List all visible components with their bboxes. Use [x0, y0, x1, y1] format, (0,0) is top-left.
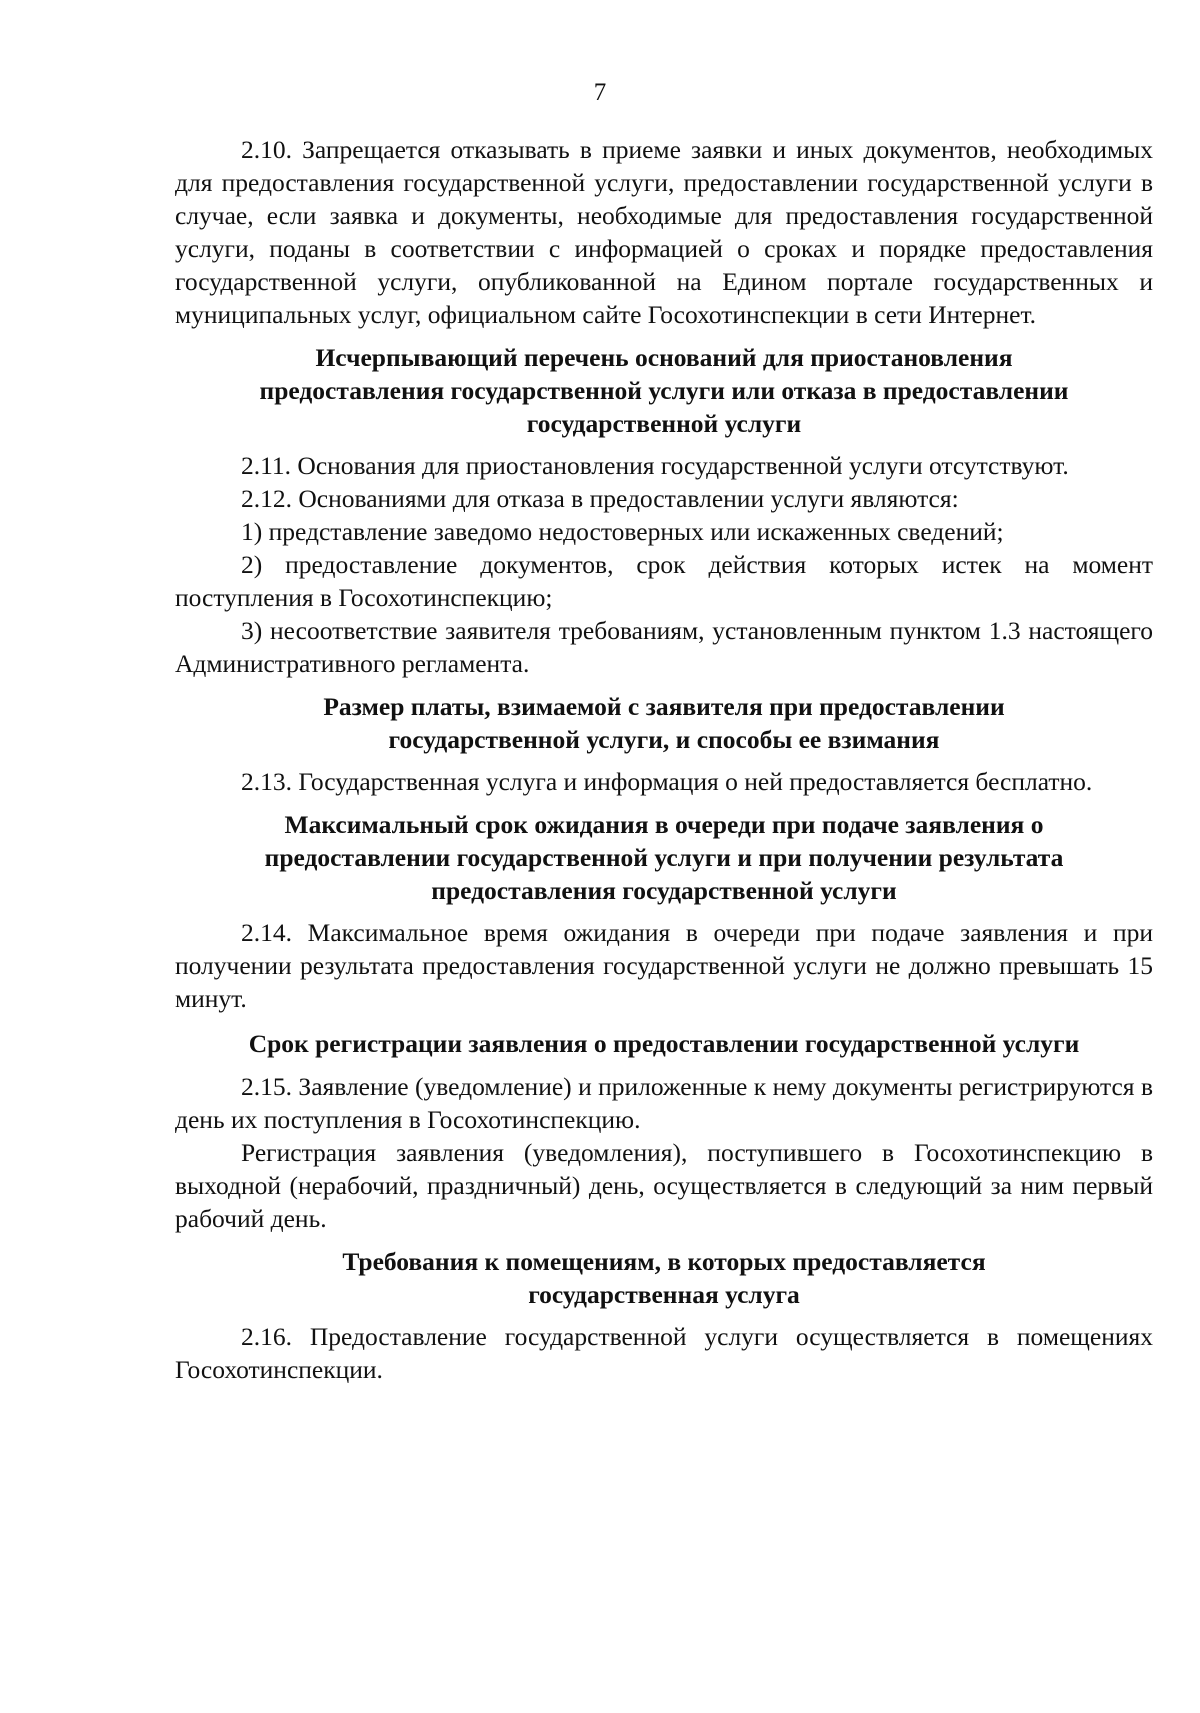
section-heading: [175, 808, 1153, 907]
section-heading-line: государственной услуги: [526, 409, 802, 438]
section-heading: [175, 1027, 1153, 1060]
section-heading-line: Максимальный срок ожидания в очереди при подаче заявления о: [284, 810, 1044, 839]
paragraph: 2.14. Максимальное время ожидания в очереди при подаче заявления и при получении результата предоставления государственной услуги не должно превышать 15 минут.: [175, 918, 1153, 1013]
section-heading: [175, 341, 1153, 440]
section-heading-line: Срок регистрации заявления о предоставлении государственной услуги: [248, 1029, 1080, 1058]
section-heading-line: государственная услуга: [528, 1280, 800, 1309]
section-heading-line: предоставления государственной услуги: [431, 876, 897, 905]
paragraph: 2.10. Запрещается отказывать в приеме заявки и иных документов, необходимых для предоставления государственной услуги, предоставлении государственной услуги в случае, если заявка и документы, необходимые для предоставления государственной услуги, поданы в соответствии с информацией о сроках и порядке предоставления государственной услуги, опубликованной на Едином портале государственных и муниципальных услуг, официальном сайте Госохотинспекции в сети Интернет.: [175, 135, 1153, 329]
paragraph: 1) представление заведомо недостоверных или искаженных сведений;: [241, 517, 1004, 546]
paragraph: 2.16. Предоставление государственной услуги осуществляется в помещениях Госохотинспекции.: [175, 1322, 1153, 1384]
paragraph: 2.13. Государственная услуга и информация о ней предоставляется бесплатно.: [241, 767, 1093, 796]
section-heading-line: предоставлении государственной услуги и при получении результата: [264, 843, 1064, 872]
paragraph: 2.11. Основания для приостановления государственной услуги отсутствуют.: [241, 451, 1069, 480]
paragraph: Регистрация заявления (уведомления), поступившего в Госохотинспекцию в выходной (нерабочий, праздничный) день, осуществляется в следующий за ним первый рабочий день.: [175, 1138, 1153, 1233]
page-number: 7: [593, 79, 607, 106]
paragraph: 2.12. Основаниями для отказа в предоставлении услуги являются:: [241, 484, 959, 513]
section-heading-line: предоставления государственной услуги или отказа в предоставлении: [259, 376, 1069, 405]
section-heading-line: Исчерпывающий перечень оснований для приостановления: [315, 343, 1013, 372]
section-heading-line: Размер платы, взимаемой с заявителя при предоставлении: [323, 692, 1005, 721]
section-heading-line: государственной услуги, и способы ее взимания: [388, 725, 940, 754]
document-body: [175, 133, 1153, 1386]
section-heading: [175, 690, 1153, 756]
section-heading-line: Требования к помещениям, в которых предоставляется: [342, 1247, 986, 1276]
section-heading: [175, 1245, 1153, 1311]
paragraph: 2.15. Заявление (уведомление) и приложенные к нему документы регистрируются в день их поступления в Госохотинспекцию.: [175, 1072, 1153, 1134]
paragraph: 2) предоставление документов, срок действия которых истек на момент поступления в Госохотинспекцию;: [175, 550, 1153, 612]
paragraph: 3) несоответствие заявителя требованиям, установленным пунктом 1.3 настоящего Административного регламента.: [175, 616, 1153, 678]
